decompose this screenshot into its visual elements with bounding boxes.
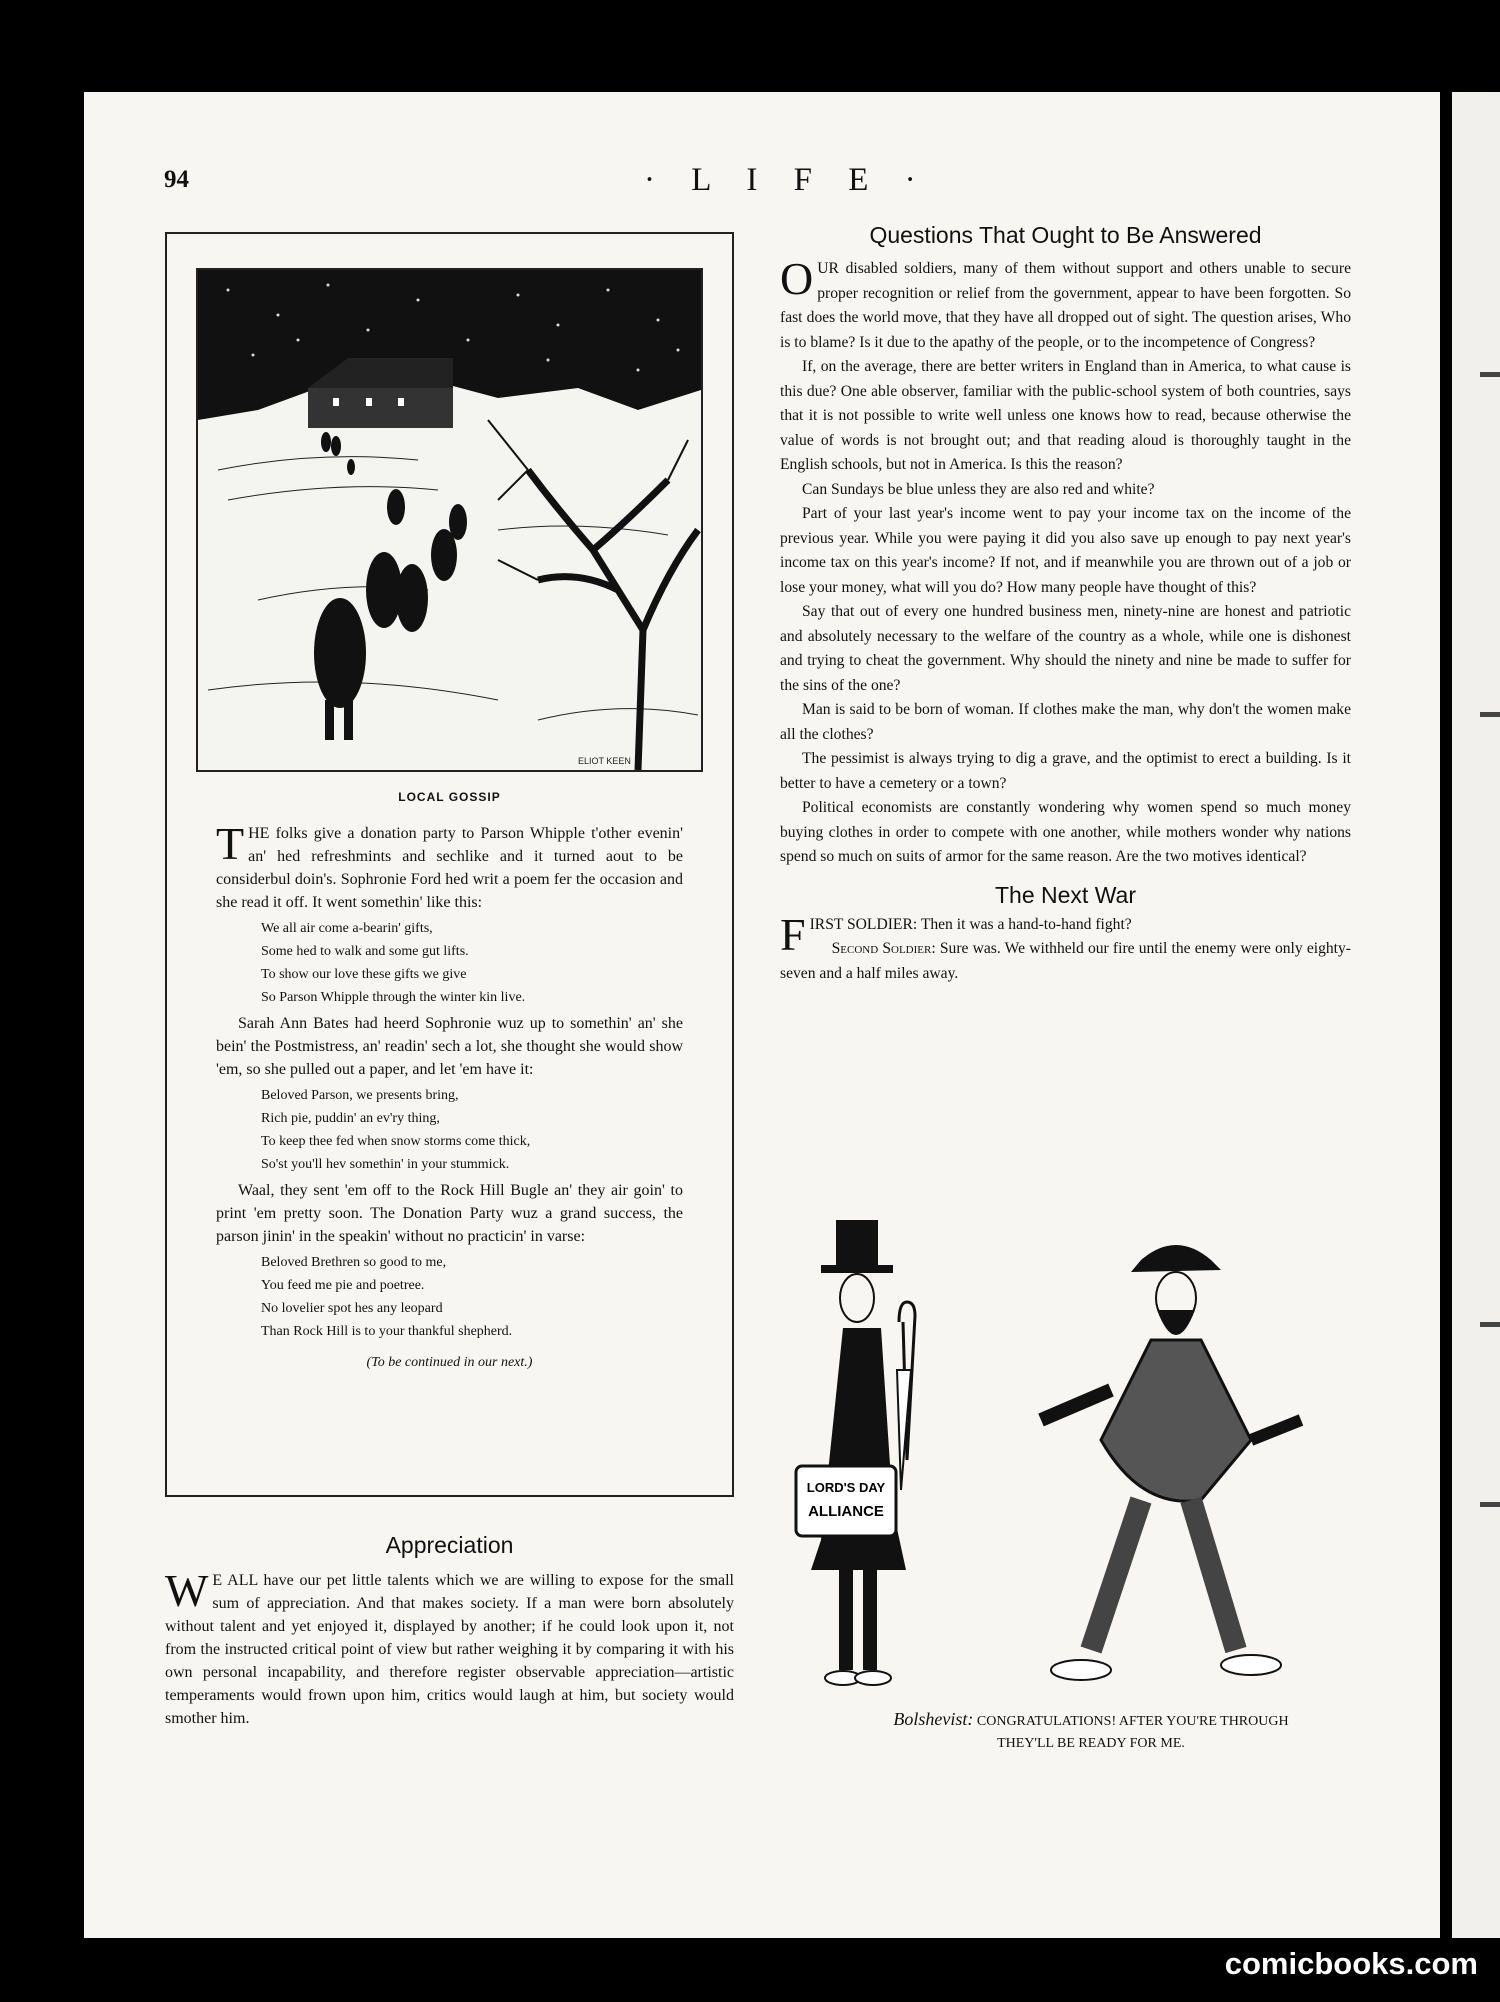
local-gossip-box: [165, 232, 734, 1497]
questions-article: [780, 222, 1351, 986]
next-war-title: The Next War: [994, 881, 1136, 908]
poem-line: We all air come a-bearin' gifts,: [261, 921, 433, 936]
poem-1: [216, 917, 683, 1009]
page-number: 94: [164, 166, 189, 193]
local-gossip-text: [216, 818, 683, 1374]
poem-line: Some hed to walk and some gut lifts.: [261, 944, 469, 959]
dialogue-line: Then it was a hand-to-hand fight?: [920, 915, 1132, 933]
illustration-caption: LOCAL GOSSIP: [398, 790, 501, 804]
poem-line: Beloved Brethren so good to me,: [261, 1255, 447, 1270]
dialogue-line: Sure was. We withheld our fire until the enemy were only eighty-seven and a half miles away.: [780, 940, 1352, 982]
poem-2: [216, 1084, 683, 1176]
illustration-signature: ELIOT KEEN: [578, 756, 631, 766]
caption-speaker: Bolshevist:: [893, 1709, 974, 1729]
questions-title: Questions That Ought to Be Answered: [869, 222, 1262, 248]
magazine-title: · L I F E ·: [644, 162, 930, 198]
drop-cap: T: [216, 818, 245, 869]
appreciation-title: Appreciation: [385, 1532, 514, 1558]
cartoon-caption: [781, 1708, 1401, 1755]
adjacent-page-edge: [1452, 92, 1500, 1938]
questions-para: Political economists are constantly wondering why women spend so much money buying clothes in order to compete with one another, while mothers wonder why nations spend so much on suits of armor for the same reason. Are the two motives identical?: [780, 799, 1351, 865]
poem-line: To show our love these gifts we give: [261, 967, 467, 982]
drop-cap: W: [165, 1565, 209, 1616]
questions-para: Can Sundays be blue unless they are also red and white?: [802, 480, 1155, 498]
caption-line-1: CONGRATULATIONS! AFTER YOU'RE THROUGH: [976, 1714, 1289, 1729]
continued-note: (To be continued in our next.): [366, 1355, 533, 1370]
poem-line: You feed me pie and poetree.: [261, 1278, 425, 1293]
appreciation-body: E ALL have our pet little talents which we are willing to expose for the small sum of appreciation. And that makes society. If a man were born absolutely without talent and yet enjoyed it, displayed by another; if he could look upon it, not from the instructed critical point of view but rather weighing it by comparing it with his own personal incapability, and therefore register observable appreciation—artistic temperaments would frown upon him, critics would laugh at him, but society would smother him.: [165, 1572, 734, 1727]
poem-line: So Parson Whipple through the winter kin live.: [261, 990, 526, 1005]
poem-3: [216, 1251, 683, 1343]
poem-line: No lovelier spot hes any leopard: [261, 1301, 443, 1316]
magazine-page: [84, 92, 1440, 1938]
caption-line-2: THEY'LL BE READY FOR ME.: [997, 1736, 1185, 1751]
questions-para: UR disabled soldiers, many of them without support and others unable to secure proper recognition or relief from the government, appear to have been forgotten. So fast does the world move, that they have all dropped out of sight. The question arises, Who is to blame? Is it due to the apathy of the people, or to the incompetence of Congress?: [780, 260, 1351, 351]
speaker-second-soldier: Second Soldier:: [831, 940, 936, 957]
gossip-para-1: HE folks give a donation party to Parson Whipple t'other evenin' an' hed refreshmints and sechlike and it turned aout to be considerbul doin's. Sophronie Ford hed writ a poem fer the occasion and she read it off. It went somethin' like this:: [216, 825, 683, 911]
poem-line: Than Rock Hill is to your thankful shepherd.: [261, 1324, 513, 1339]
questions-para: If, on the average, there are better writers in England than in America, to what cause is this due? One able observer, familiar with the public-school system of both countries, says that it is not possible to write well unless one knows how to read, because otherwise the value of words is not brought out; and that reading aloud is thoroughly taught in the English schools, but not in America. Is this the reason?: [780, 358, 1351, 473]
gossip-para-2: Sarah Ann Bates had heerd Sophronie wuz up to somethin' an' she bein' the Postmistress, an' readin' sech a lot, she thought she would show 'em, so she pulled out a paper, and let 'em have it:: [216, 1015, 683, 1078]
winter-scene-illustration: [196, 268, 703, 772]
questions-para: Part of your last year's income went to pay your income tax on the income of the previous year. While you were paying it did you also save up enough to pay next year's income tax on this year's income? If not, and if meanwhile you are thrown out of a job or lose your money, what will you do? How many people have thought of this?: [780, 505, 1351, 596]
poem-line: Beloved Parson, we presents bring,: [261, 1088, 459, 1103]
bolshevist-cartoon: [781, 1210, 1401, 1700]
drop-cap: O: [780, 253, 814, 304]
bag-label-line1: LORD'S DAY: [806, 1480, 886, 1495]
bag-label-line2: ALLIANCE: [808, 1503, 884, 1520]
site-watermark: comicbooks.com: [1224, 1946, 1478, 1981]
speaker-first-soldier: IRST SOLDIER:: [809, 915, 918, 933]
questions-para: The pessimist is always trying to dig a grave, and the optimist to erect a building. Is it better to have a cemetery or a town?: [780, 750, 1351, 792]
gossip-para-3: Waal, they sent 'em off to the Rock Hill Bugle an' they air goin' to print 'em pretty soon. The Donation Party wuz a grand success, the parson jinin' in the speakin' without no practicin' in varse:: [216, 1182, 683, 1245]
questions-para: Man is said to be born of woman. If clothes make the man, why don't the women make all the clothes?: [780, 701, 1351, 743]
poem-line: Rich pie, puddin' an ev'ry thing,: [261, 1111, 440, 1126]
poem-line: So'st you'll hev somethin' in your stummick.: [261, 1157, 510, 1172]
poem-line: To keep thee fed when snow storms come thick,: [261, 1134, 531, 1149]
appreciation-article: [165, 1532, 734, 1730]
questions-para: Say that out of every one hundred business men, ninety-nine are honest and patriotic and absolutely necessary to the welfare of the country as a whole, while one is dishonest and trying to cheat the government. Why should the ninety and nine be made to suffer for the sins of the one?: [780, 603, 1351, 694]
drop-cap: F: [780, 908, 806, 960]
